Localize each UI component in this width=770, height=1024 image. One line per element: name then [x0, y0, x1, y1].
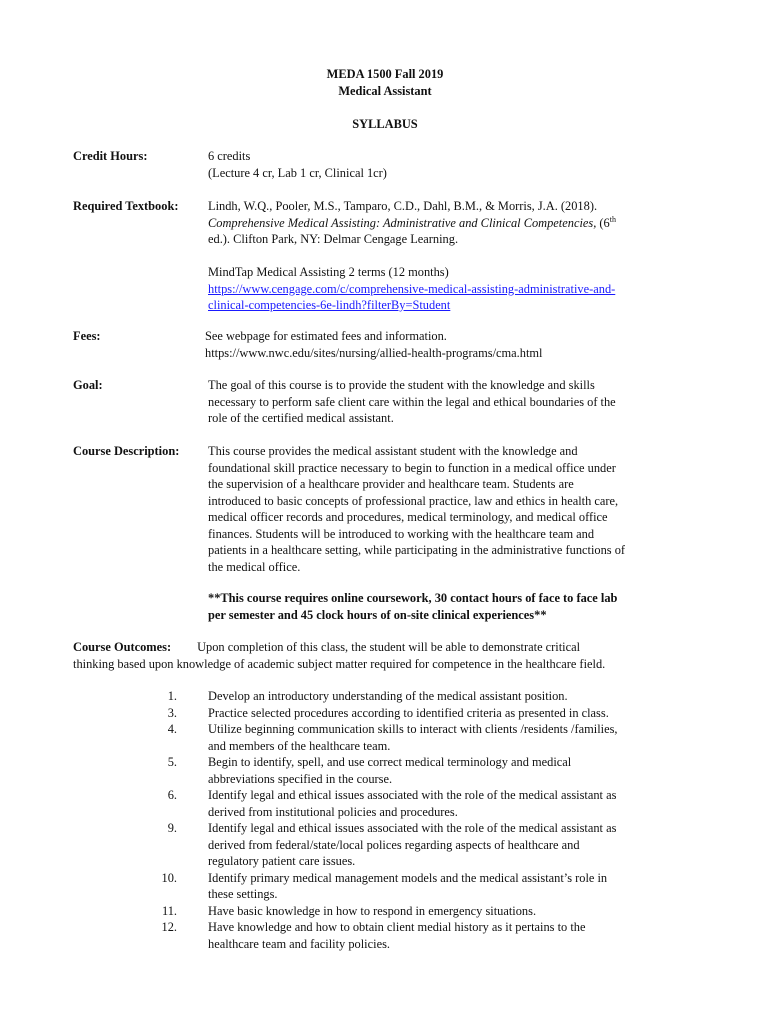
- outcome-text: Begin to identify, spell, and use correct medical terminology and medical: [208, 755, 572, 769]
- outcome-item: [73, 705, 713, 722]
- outcome-item: [73, 903, 713, 920]
- outcome-number: 4.: [167, 722, 177, 736]
- outcome-item: [73, 754, 713, 787]
- outcomes-label: Course Outcomes:: [73, 640, 172, 654]
- description-line: This course provides the medical assistant student with the knowledge and: [208, 444, 578, 458]
- outcome-text: Have knowledge and how to obtain client medial history as it pertains to the: [208, 920, 586, 934]
- outcome-number: 10.: [161, 870, 177, 885]
- mindtap-link-line2[interactable]: clinical-competencies-6e-lindh?filterBy=Student: [208, 298, 451, 312]
- course-code-heading: MEDA 1500 Fall 2019: [326, 67, 444, 81]
- description-line: finances. Students will be introduced to working with the healthcare team and: [208, 526, 595, 541]
- outcomes-intro-line1: [73, 639, 713, 656]
- outcome-number: 1.: [167, 689, 177, 703]
- outcome-text: derived from federal/state/local polices regarding aspects of healthcare and: [208, 837, 580, 852]
- textbook-label: Required Textbook:: [73, 199, 179, 213]
- fees-url: https://www.nwc.edu/sites/nursing/allied-health-programs/cma.html: [205, 345, 543, 360]
- textbook-citation: [208, 198, 678, 248]
- description-label: Course Description:: [73, 444, 180, 458]
- outcome-text: Develop an introductory understanding of the medical assistant position.: [208, 689, 568, 703]
- outcome-text: Practice selected procedures according to identified criteria as presented in class.: [208, 705, 609, 720]
- outcome-text: and members of the healthcare team.: [208, 738, 391, 753]
- outcome-number: 6.: [167, 788, 177, 802]
- outcome-text: these settings.: [208, 887, 278, 901]
- description-line: the medical office.: [208, 559, 301, 574]
- outcome-item: [73, 787, 713, 820]
- goal-text: [208, 377, 678, 427]
- textbook-edition-open: (6: [596, 215, 610, 230]
- outcome-text: derived from institutional policies and procedures.: [208, 804, 458, 819]
- textbook-edition-sup: th: [609, 214, 616, 224]
- mindtap-block: [208, 264, 678, 314]
- outcome-number: 5.: [167, 755, 177, 769]
- course-name-heading: Medical Assistant: [338, 84, 432, 98]
- outcome-item: [73, 688, 713, 705]
- fees-text: See webpage for estimated fees and information.: [205, 329, 447, 343]
- textbook-publisher: ed.). Clifton Park, NY: Delmar Cengage Learning.: [208, 232, 459, 246]
- requirements-note: [208, 590, 678, 623]
- textbook-title: Comprehensive Medical Assisting: Administrative and Clinical Competencies,: [208, 215, 597, 230]
- outcome-text: regulatory patient care issues.: [208, 854, 356, 868]
- credit-hours-breakdown: (Lecture 4 cr, Lab 1 cr, Clinical 1cr): [208, 165, 387, 180]
- outcome-text: Identify legal and ethical issues associated with the role of the medical assistant as: [208, 821, 617, 835]
- outcome-number: 9.: [167, 821, 177, 835]
- outcome-item: [73, 820, 713, 870]
- outcome-text: abbreviations specified in the course.: [208, 771, 393, 786]
- requirements-line: **This course requires online coursework, 30 contact hours of face to face lab: [208, 591, 618, 605]
- credit-hours-line: 6 credits: [208, 149, 251, 163]
- description-line: foundational skill practice necessary to begin to function in a medical office under: [208, 460, 616, 475]
- outcome-item: [73, 919, 713, 952]
- outcome-number: 11.: [161, 903, 177, 918]
- description-line: introduced to basic concepts of professional practice, law and ethics in health care,: [208, 493, 619, 508]
- fees-label: Fees:: [73, 329, 101, 343]
- goal-line: The goal of this course is to provide the student with the knowledge and skills: [208, 378, 595, 392]
- outcome-text: Identify primary medical management models and the medical assistant’s role in: [208, 870, 608, 885]
- outcome-text: healthcare team and facility policies.: [208, 936, 390, 951]
- description-text: [208, 443, 678, 575]
- outcomes-list: [73, 688, 713, 952]
- goal-line: necessary to perform safe client care within the legal and ethical boundaries of the: [208, 394, 616, 409]
- syllabus-title: SYLLABUS: [352, 117, 418, 131]
- outcome-number: 3.: [167, 705, 177, 720]
- outcome-item: [73, 870, 713, 903]
- description-line: the supervision of a healthcare provider and healthcare team. Students are: [208, 477, 574, 491]
- description-line: patients in a healthcare setting, while participating in the administrative functions of: [208, 543, 626, 557]
- outcome-text: Have basic knowledge in how to respond in emergency situations.: [208, 903, 537, 918]
- textbook-authors: Lindh, W.Q., Pooler, M.S., Tamparo, C.D., Dahl, B.M., & Morris, J.A. (2018).: [208, 199, 598, 213]
- textbook-title-line: [208, 215, 678, 232]
- description-line: medical officer records and procedures, medical terminology, and medical office: [208, 510, 608, 524]
- outcomes-intro-text: Upon completion of this class, the student will be able to demonstrate critical: [197, 640, 581, 654]
- goal-label: Goal:: [73, 378, 103, 392]
- mindtap-text: MindTap Medical Assisting 2 terms (12 months): [208, 265, 449, 279]
- outcome-item: [73, 721, 713, 754]
- outcomes-intro-line2: thinking based upon knowledge of academic subject matter required for competence in the healthcare field.: [73, 656, 606, 671]
- credit-hours-label: Credit Hours:: [73, 149, 148, 163]
- outcomes-intro: [73, 639, 713, 672]
- fees-info: [205, 328, 675, 361]
- outcome-number: 12.: [161, 920, 177, 934]
- requirements-line: per semester and 45 clock hours of on-site clinical experiences**: [208, 607, 547, 622]
- goal-line: role of the certified medical assistant.: [208, 411, 394, 425]
- mindtap-link-line1[interactable]: https://www.cengage.com/c/comprehensive-medical-assisting-administrative-and-: [208, 281, 616, 296]
- credit-hours-value: [208, 148, 678, 181]
- outcome-text: Identify legal and ethical issues associated with the role of the medical assistant as: [208, 788, 617, 802]
- outcome-text: Utilize beginning communication skills to interact with clients /residents /families,: [208, 722, 618, 736]
